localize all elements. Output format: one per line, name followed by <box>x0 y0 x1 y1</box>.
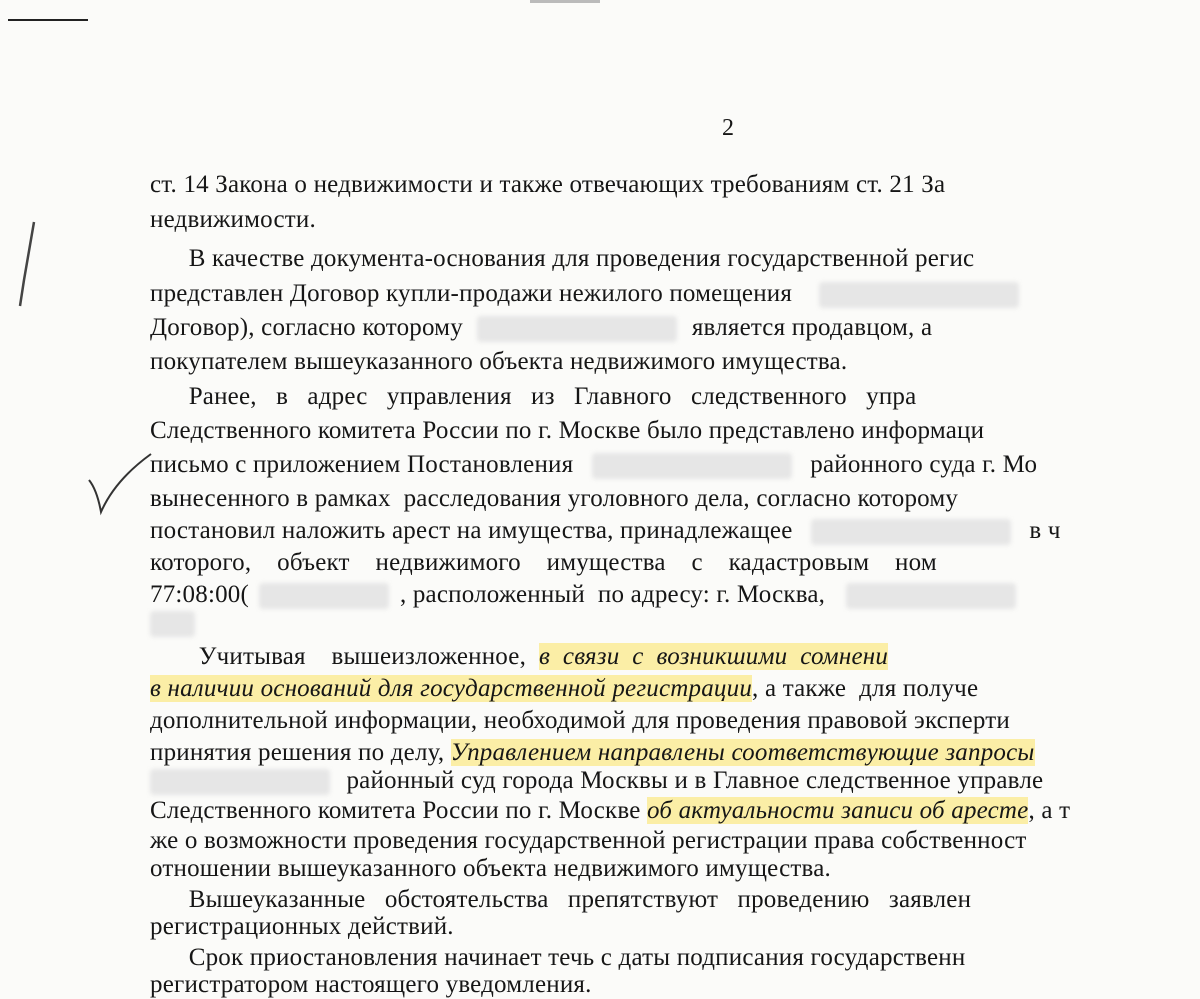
text-line: Договор), согласно которому является продавцом, а <box>150 314 933 341</box>
checkmark-icon <box>85 450 155 520</box>
header-rule <box>8 19 88 21</box>
text-line: В качестве документа-основания для проведения государственной регис <box>150 245 975 272</box>
text-line: 77:08:00( , расположенный по адресу: г. Москва, <box>150 578 1200 612</box>
text-line: в наличии оснований для государственной регистрации, а также для получе <box>150 675 979 702</box>
highlight: об актуальности записи об аресте <box>647 797 1029 824</box>
redacted-block <box>150 769 330 795</box>
text-line: представлен Договор купли-продажи нежилого помещения <box>150 277 1200 311</box>
redacted-block <box>477 316 677 342</box>
redacted-block <box>819 282 1019 308</box>
text-line: покупателем вышеуказанного объекта недвижимого имущества. <box>150 348 848 375</box>
text-line: письмо с приложением Постановления районного суда г. Мо <box>150 451 1038 478</box>
text-line: отношении вышеуказанного объекта недвижимого имущества. <box>150 855 831 882</box>
redacted-block <box>811 519 1011 545</box>
scan-artifact <box>530 0 600 3</box>
text-line: постановил наложить арест на имущества, принадлежащее в ч <box>150 517 1061 544</box>
text-line: Вышеуказанные обстоятельства препятствуют проведению заявлен <box>150 886 972 913</box>
text-line: ст. 14 Закона о недвижимости и также отвечающих требованиям ст. 21 За <box>150 171 946 198</box>
text-line: Следственного комитета России по г. Москве об актуальности записи об аресте, а т <box>150 797 1071 824</box>
text-line: дополнительной информации, необходимой для проведения правовой эксперти <box>150 707 1010 734</box>
redacted-block <box>150 611 195 637</box>
redacted-block <box>592 453 792 479</box>
text-line: же о возможности проведения государственной регистрации права собственност <box>150 827 1027 854</box>
text-line: недвижимости. <box>150 206 316 233</box>
text-line: принятия решения по делу, Управлением направлены соответствующие запросы <box>150 739 1035 766</box>
text-line: Срок приостановления начинает течь с даты подписания государственн <box>150 944 966 971</box>
highlight: в связи с возникшими сомнени <box>538 643 889 670</box>
text-line: вынесенного в рамках расследования уголовного дела, согласно которому <box>150 485 959 512</box>
text-line: которого, объект недвижимого имущества с кадастровым ном <box>150 549 937 576</box>
page-number: 2 <box>722 115 734 141</box>
highlight: Управлением направлены соответствующие запросы <box>450 739 1035 766</box>
text-line: Учитывая вышеизложенное, в связи с возникшими сомнени <box>160 643 889 670</box>
text-line: регистратором настоящего уведомления. <box>150 971 592 998</box>
text-line: районный суд города Москвы и в Главное следственное управле <box>150 764 1200 798</box>
margin-stroke <box>10 220 40 310</box>
text-line: Следственного комитета России по г. Москве было представлено информаци <box>150 417 985 444</box>
text-line <box>150 606 1200 640</box>
cut-off-line <box>150 992 1200 999</box>
highlight: в наличии оснований для государственной регистрации <box>150 675 753 702</box>
text-line: Ранее, в адрес управления из Главного следственного упра <box>150 383 917 410</box>
text-line: регистрационных действий. <box>150 913 454 940</box>
